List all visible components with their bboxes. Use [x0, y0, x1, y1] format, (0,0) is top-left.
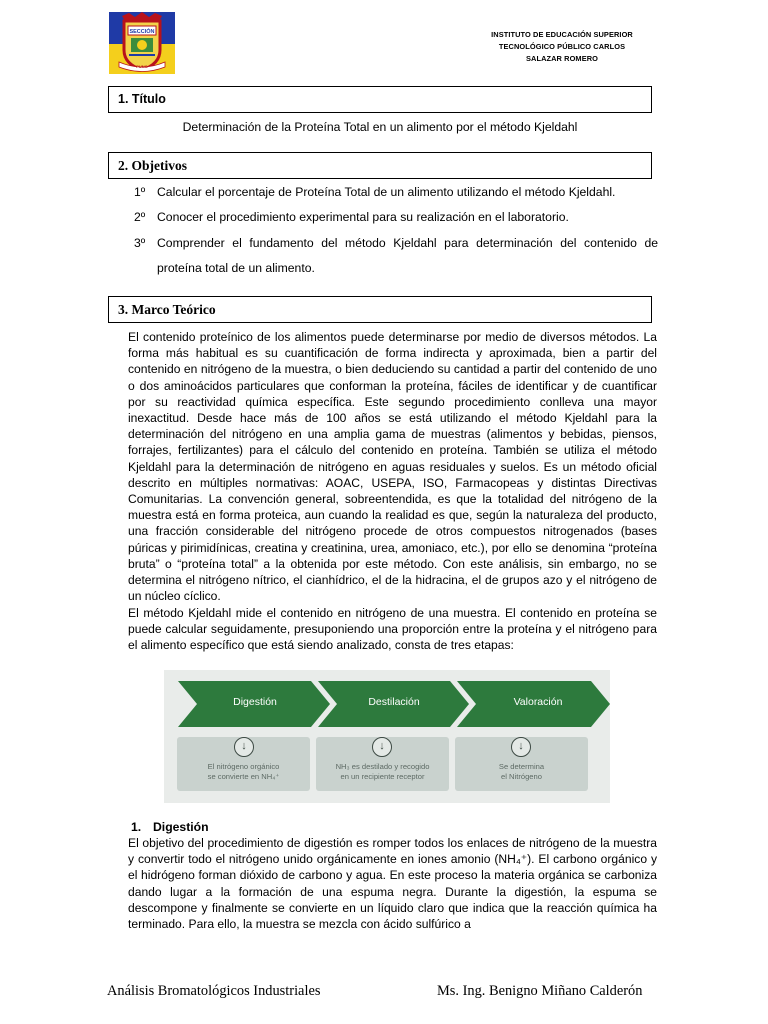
step-desc-line: se convierte en NH₄⁺	[207, 771, 280, 781]
step-desc-line: el Nitrógeno	[501, 771, 542, 781]
institute-line: SALAZAR ROMERO	[525, 54, 599, 63]
document-title: Determinación de la Proteína Total en un alimento por el método Kjeldahl	[182, 120, 578, 134]
down-arrow-circle-icon: ↓	[234, 737, 254, 757]
objective-item	[134, 210, 674, 224]
objective-text: Calcular el porcentaje de Proteína Total de un alimento utilizando el método Kjeldahl.	[157, 185, 616, 199]
institute-name	[462, 29, 662, 65]
digestion-heading-text: Digestión	[153, 820, 209, 834]
step-desc-valoracion	[455, 762, 588, 781]
objective-text: Comprender el fundamento del método Kjeldahl para determinación del contenido de	[157, 236, 658, 250]
objective-number: 3º	[134, 236, 146, 250]
digestion-paragraph: El objetivo del procedimiento de digestión es romper todos los enlaces de nitrógeno de la muestra y convertir todo el nitrógeno unido orgánicamente en iones amonio (NH₄⁺). El carbono orgánico y el hidrógeno forman dióxido de carbono y agua. En este proceso la materia orgánica se carboniza dando lugar a la formación de una espuma negra. Durante la digestión, la espuma se descompone y finalmente se convierte en un líquido claro que indica que la reacción química ha terminado. Para ello, la muestra se mezcla con ácido sulfúrico a	[128, 836, 657, 932]
institute-line: INSTITUTO DE EDUCACIÓN SUPERIOR	[491, 30, 633, 39]
objective-number: 1º	[134, 185, 146, 199]
footer-author: Ms. Ing. Benigno Miñano Calderón	[437, 983, 643, 999]
institute-line: TECNOLÓGICO PÚBLICO CARLOS	[498, 42, 626, 51]
theory-paragraph: El contenido proteínico de los alimentos puede determinarse por medio de diversos métodos. La forma más habitual es su cuantificación de forma indirecta y aproximada, bien a partir del contenido en nitrógeno de la muestra, o bien deduciendo su cantidad a partir del contenido de uno o dos aminoácidos particulares que conforman la proteína, fáciles de identificar y de cuantificar por su reactividad química específica. Este segundo procedimiento conlleva una mayor inexactitud. Desde hace más de 100 años se está utilizando el método Kjeldahl para la determinación del nitrógeno en una amplia gama de muestras (alimentos y bebidas, piensos, forrajes, fertilizantes) para el cálculo del contenido en proteína. También se utiliza el método Kjeldahl para la determinación de nitrógeno en aguas residuales y suelos. Es un método oficial descrito en múltiples normativas: AOAC, USEPA, ISO, Farmacopeas y distintas Directivas Comunitarias. La convención general, sobreentendida, es que la totalidad del nitrógeno de la muestra está en forma proteica, aun cuando la realidad es que, según la naturaleza del producto, una fracción considerable del nitrógeno procede de otros compuestos nitrogenados (bases púricas y pirimidínicas, creatina y creatinina, urea, amoniaco, etc.), por ello se denomina “proteína bruta” o “proteína total” a la obtenida por este método. Con este análisis, sin embargo, no se determina el nitrógeno nítrico, el cianhídrico, el de la hidracina, el de grupos azo y el nitrógeno de un núcleo cíclico.	[128, 330, 657, 604]
objective-item	[134, 236, 658, 250]
digestion-heading	[131, 820, 209, 834]
step-label-valoracion: Valoración	[513, 696, 563, 708]
down-arrow-circle-icon: ↓	[511, 737, 531, 757]
step-desc-line: Se determina	[498, 762, 545, 771]
section-2-heading: 2. Objetivos	[108, 152, 652, 179]
objective-text: Conocer el procedimiento experimental para su realización en el laboratorio.	[157, 210, 569, 224]
theory-paragraph-2: El método Kjeldahl mide el contenido en nitrógeno de una muestra. El contenido en proteína se puede calcular seguidamente, presuponiendo una proporción entre la proteína y el nitrógeno para el alimento específico que está siendo analizado, consta de tres etapas:	[128, 606, 657, 653]
step-desc-line: NH₃ es destilado y recogido	[335, 762, 430, 771]
step-desc-line: en un recipiente receptor	[340, 771, 425, 781]
step-desc-digestion	[177, 762, 310, 781]
step-label-destilacion: Destilación	[368, 696, 420, 708]
step-desc-line: El nitrógeno orgánico	[207, 762, 280, 771]
digestion-heading-number: 1.	[131, 820, 142, 834]
institute-logo	[109, 12, 175, 74]
logo-ribbon-text: PUNO	[136, 64, 148, 69]
step-label-digestion: Digestión	[233, 696, 277, 708]
section-3-heading: 3. Marco Teórico	[108, 296, 652, 323]
section-1-heading: 1. Título	[108, 86, 652, 113]
footer-course: Análisis Bromatológicos Industriales	[107, 983, 321, 999]
down-arrow-circle-icon: ↓	[372, 737, 392, 757]
objective-item	[134, 185, 674, 199]
objective-number: 2º	[134, 210, 146, 224]
logo-banner-text: SECCIÓN	[129, 29, 155, 35]
step-desc-destilacion	[316, 762, 449, 781]
objective-continuation: proteína total de un alimento.	[157, 261, 315, 275]
